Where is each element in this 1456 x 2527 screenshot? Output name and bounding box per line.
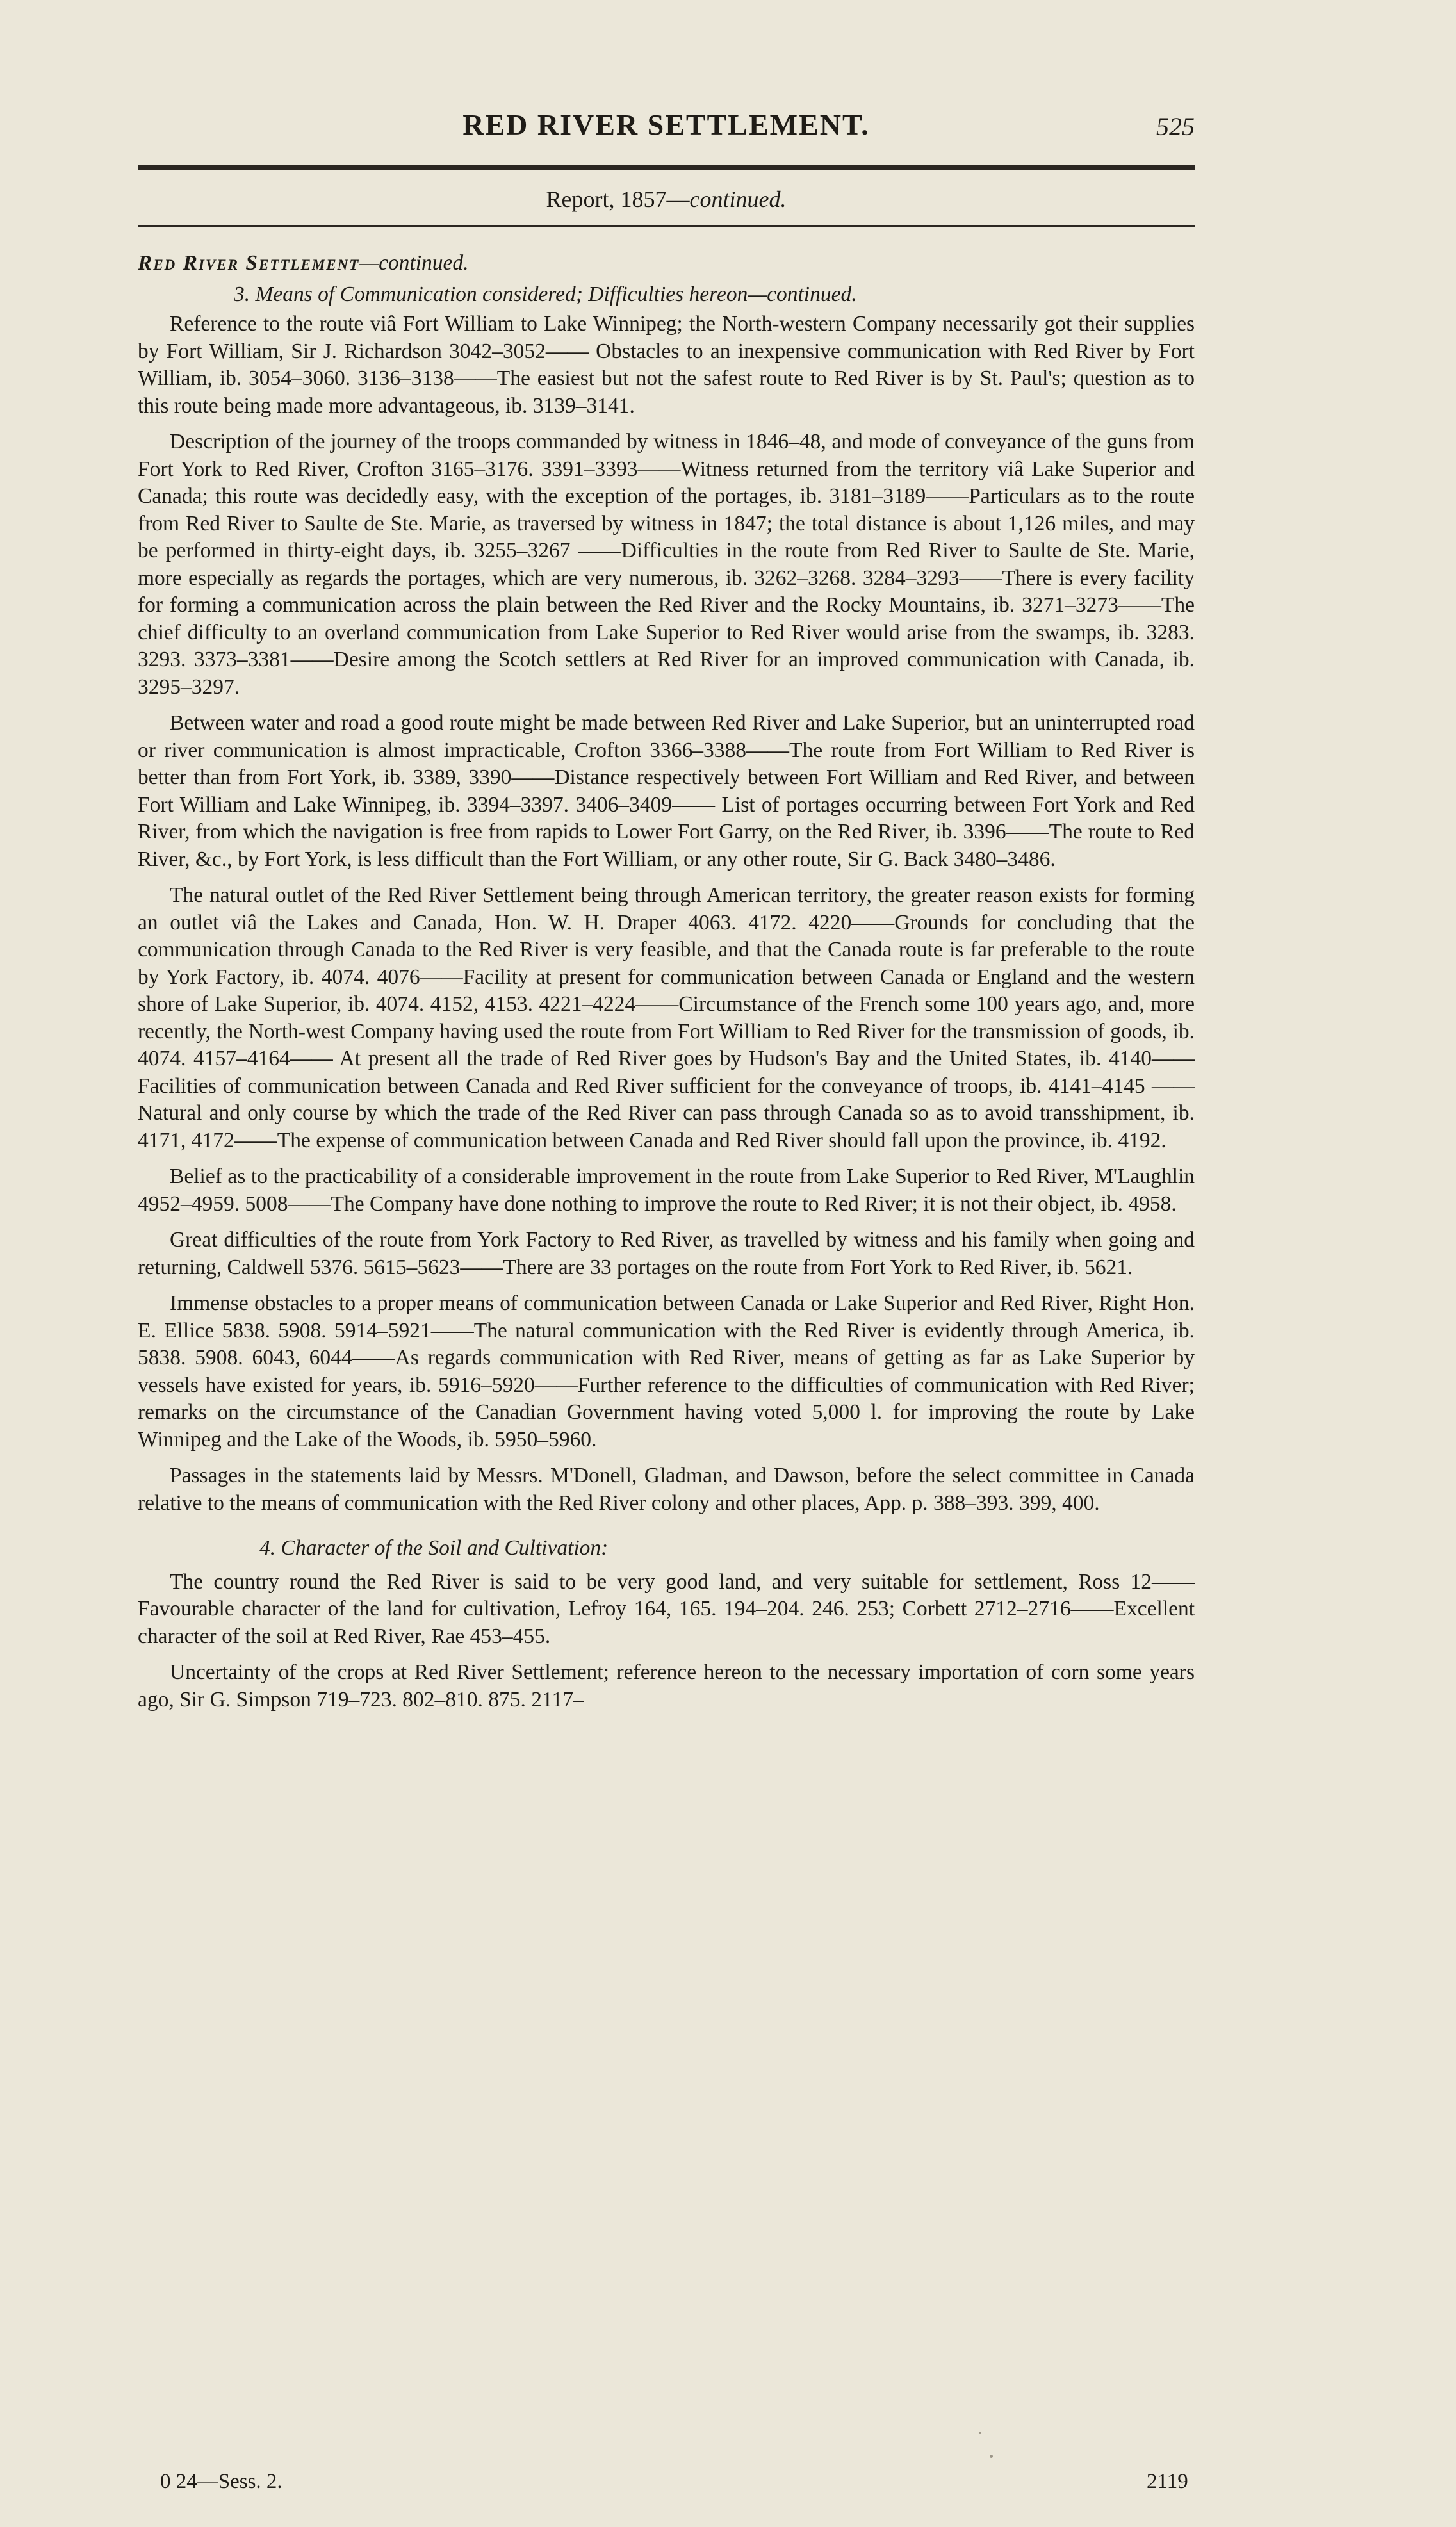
report-subheading-italic: continued.	[689, 186, 787, 212]
header-rule-thick	[138, 165, 1195, 170]
index-content	[138, 250, 1195, 1722]
index-paragraph: Passages in the statements laid by Messrs. M'Donell, Gladman, and Dawson, before the select committee in Canada relative to the means of communication with the Red River colony and other places, App. p. 388–393. 399, 400.	[138, 1464, 1195, 1515]
report-subheading-main: Report, 1857—	[546, 186, 690, 212]
report-subheading	[138, 186, 1195, 213]
paper-speck	[979, 2432, 981, 2434]
page-number: 525	[1156, 112, 1195, 141]
running-head	[138, 108, 1195, 159]
index-paragraph: The country round the Red River is said to be very good land, and very suitable for settlement, Ross 12——Favourable character of the land for cultivation, Lefroy 164, 165. 194–204. 246. 253; Corbett 2712–2716——Excellent character of the soil at Red River, Rae 453–455.	[138, 1569, 1195, 1648]
subsection-title: 3. Means of Communication considered; Difficulties hereon—continued.	[234, 282, 857, 306]
paper-speck	[990, 2455, 993, 2458]
index-paragraph: The natural outlet of the Red River Settlement being through American territory, the greater reason exists for forming an outlet viâ the Lakes and Canada, Hon. W. H. Draper 4063. 4172. 4220——Grounds for concluding that the communication through Canada to the Red River is very feasible, and that the Canada route is far preferable to the route by York Factory, ib. 4074. 4076——Facility at present for communication between Canada or England and the western shore of Lake Superior, ib. 4074. 4152, 4153. 4221–4224——Circumstance of the French some 100 years ago, and, more recently, the North-west Company having used the route from Fort William to Red River for the transmission of goods, ib. 4074. 4157–4164—— At present all the trade of Red River goes by Hudson's Bay and the United States, ib. 4140—— Facilities of communication between Canada and Red River sufficient for the conveyance of troops, ib. 4141–4145 ——Natural and only course by which the trade of the Red River can pass through Canada so as to avoid transshipment, ib. 4171, 4172——The expense of communication between Canada and Red River should fall upon the province, ib. 4192.	[138, 883, 1195, 1152]
header-rule-thin	[138, 225, 1195, 227]
index-paragraph: Reference to the route viâ Fort William to Lake Winnipeg; the North-western Company necessarily got their supplies by Fort William, Sir J. Richardson 3042–3052—— Obstacles to an inexpensive communication with Red River by Fort William, ib. 3054–3060. 3136–3138——The easiest but not the safest route to Red River is by St. Paul's; question as to this route being made more advantageous, ib. 3139–3141.	[138, 312, 1195, 418]
page-title: RED RIVER SETTLEMENT.	[462, 108, 870, 141]
footer-signature: 0 24—Sess. 2.	[160, 2470, 282, 2493]
index-paragraph: Between water and road a good route might be made between Red River and Lake Superior, but an uninterrupted road or river communication is almost impracticable, Crofton 3366–3388——The route from Fort William to Red River is better than from Fort York, ib. 3389, 3390——Distance respectively between Fort William and Red River, and between Fort William and Lake Winnipeg, ib. 3394–3397. 3406–3409—— List of portages occurring between Fort York and Red River, from which the navigation is free from rapids to Lower Fort Garry, on the Red River, ib. 3396——The route to Red River, &c., by Fort York, is less difficult than the Fort William, or any other route, Sir G. Back 3480–3486.	[138, 711, 1195, 871]
section-title-name: Red River Settlement	[138, 251, 360, 275]
subsection-title-soil: 4. Character of the Soil and Cultivation:	[259, 1536, 609, 1560]
section-title-suffix: —continued.	[359, 251, 469, 275]
index-paragraph: Description of the journey of the troops commanded by witness in 1846–48, and mode of conveyance of the guns from Fort York to Red River, Crofton 3165–3176. 3391–3393——Witness returned from the territory viâ Lake Superior and Canada; this route was decidedly easy, with the exception of the portages, ib. 3181–3189——Particulars as to the route from Red River to Saulte de Ste. Marie, as traversed by witness in 1847; the total distance is about 1,126 miles, and may be performed in thirty-eight days, ib. 3255–3267 ——Difficulties in the route from Red River to Saulte de Ste. Marie, more especially as regards the portages, which are very numerous, ib. 3262–3268. 3284–3293——There is every facility for forming a communication across the plain between the Red River and the Rocky Mountains, ib. 3271–3273——The chief difficulty to an overland communication from Lake Superior to Red River would arise from the swamps, ib. 3283. 3293. 3373–3381——Desire among the Scotch settlers at Red River for an improved communication with Canada, ib. 3295–3297.	[138, 430, 1195, 699]
index-paragraph: Great difficulties of the route from York Factory to Red River, as travelled by witness and his family when going and returning, Caldwell 5376. 5615–5623——There are 33 portages on the route from Fort York to Red River, ib. 5621.	[138, 1228, 1195, 1279]
index-paragraph: Belief as to the practicability of a considerable improvement in the route from Lake Superior to Red River, M'Laughlin 4952–4959. 5008——The Company have done nothing to improve the route to Red River; it is not their object, ib. 4958.	[138, 1165, 1195, 1216]
index-paragraph: Uncertainty of the crops at Red River Settlement; reference hereon to the necessary importation of corn some years ago, Sir G. Simpson 719–723. 802–810. 875. 2117–	[138, 1660, 1195, 1712]
footer-continuation: 2119	[1147, 2470, 1188, 2493]
section-title	[138, 250, 1195, 277]
index-paragraph: Immense obstacles to a proper means of communication between Canada or Lake Superior and Red River, Right Hon. E. Ellice 5838. 5908. 5914–5921——The natural communication with the Red River is evidently through America, ib. 5838. 5908. 6043, 6044——As regards communication with Red River, means of getting as far as Lake Superior by vessels have existed for years, ib. 5916–5920——Further reference to the difficulties of communication with Red River; remarks on the circumstance of the Canadian Government having voted 5,000 l. for improving the route by Lake Winnipeg and the Lake of the Woods, ib. 5950–5960.	[138, 1291, 1195, 1452]
